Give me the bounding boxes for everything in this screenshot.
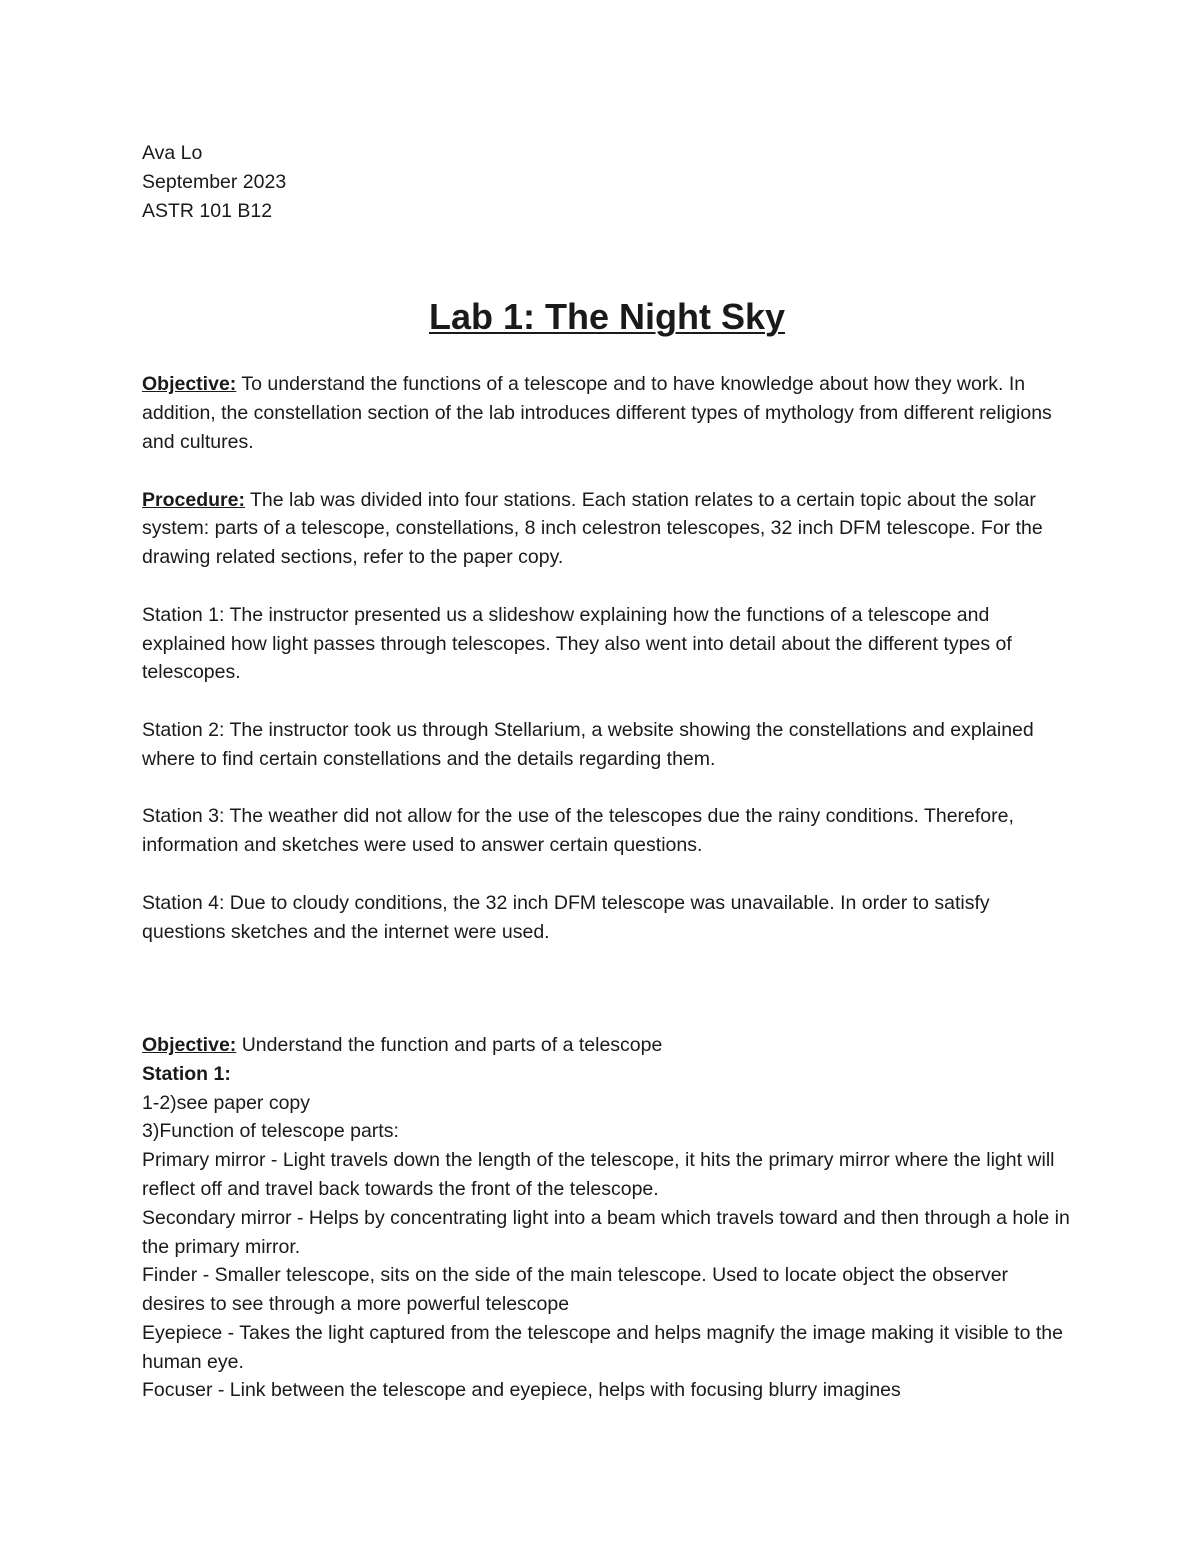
station-heading: Station 1: [142, 1062, 231, 1085]
station-2-paragraph: Station 2: The instructor took us through Stellarium, a website showing the constellations and explained where to find certain constellations and the details regarding them. [142, 718, 1034, 770]
station-1-section [142, 1031, 1072, 1405]
section-objective-label: Objective: [142, 1033, 237, 1056]
author-name: Ava Lo [142, 142, 203, 164]
document-body [142, 139, 1072, 1405]
part-focuser: Focuser - Link between the telescope and eyepiece, helps with focusing blurry imagines [142, 1379, 901, 1402]
part-primary-mirror: Primary mirror - Light travels down the length of the telescope, it hits the primary mirror where the light will reflect off and travel back towards the front of the telescope. [142, 1149, 1055, 1200]
author-header [142, 139, 1072, 225]
document-title: Lab 1: The Night Sky [428, 296, 786, 338]
objective-paragraph [142, 370, 1072, 456]
objective-text: To understand the functions of a telescope and to have knowledge about how they work. In addition, the constellation section of the lab introduces different types of mythology from different religions and cultures. [142, 373, 1052, 453]
station-3-paragraph: Station 3: The weather did not allow for the use of the telescopes due the rainy conditions. Therefore, information and sketches were used to answer certain questions. [142, 805, 1014, 857]
part-finder: Finder - Smaller telescope, sits on the side of the main telescope. Used to locate object the observer desires to see through a more powerful telescope [142, 1264, 1009, 1316]
station-4-paragraph: Station 4: Due to cloudy conditions, the 32 inch DFM telescope was unavailable. In order to satisfy questions sketches and the internet were used. [142, 891, 990, 943]
section-objective [142, 1031, 1072, 1060]
procedure-text: The lab was divided into four stations. Each station relates to a certain topic about the solar system: parts of a telescope, constellations, 8 inch celestron telescopes, 32 inch DFM telescope. For the drawing related sections, refer to the paper copy. [142, 488, 1043, 569]
question-3: 3)Function of telescope parts: [142, 1120, 399, 1143]
section-objective-text: Understand the function and parts of a telescope [236, 1033, 663, 1056]
station-1-paragraph: Station 1: The instructor presented us a slideshow explaining how the functions of a telescope and explained how light passes through telescopes. They also went into detail about the different types of telescopes. [142, 603, 1012, 684]
section-spacer [142, 946, 1072, 1004]
objective-label: Objective: [142, 373, 237, 396]
procedure-label: Procedure: [142, 488, 245, 511]
question-1-2: 1-2)see paper copy [142, 1091, 311, 1114]
part-secondary-mirror: Secondary mirror - Helps by concentrating light into a beam which travels toward and then through a hole in the primary mirror. [142, 1206, 1070, 1258]
course-code: ASTR 101 B12 [142, 199, 273, 222]
procedure-paragraph [142, 486, 1072, 572]
document-date: September 2023 [142, 170, 287, 193]
section-spacer [142, 1004, 1072, 1031]
part-eyepiece: Eyepiece - Takes the light captured from the telescope and helps magnify the image making it visible to the human eye. [142, 1321, 1063, 1373]
